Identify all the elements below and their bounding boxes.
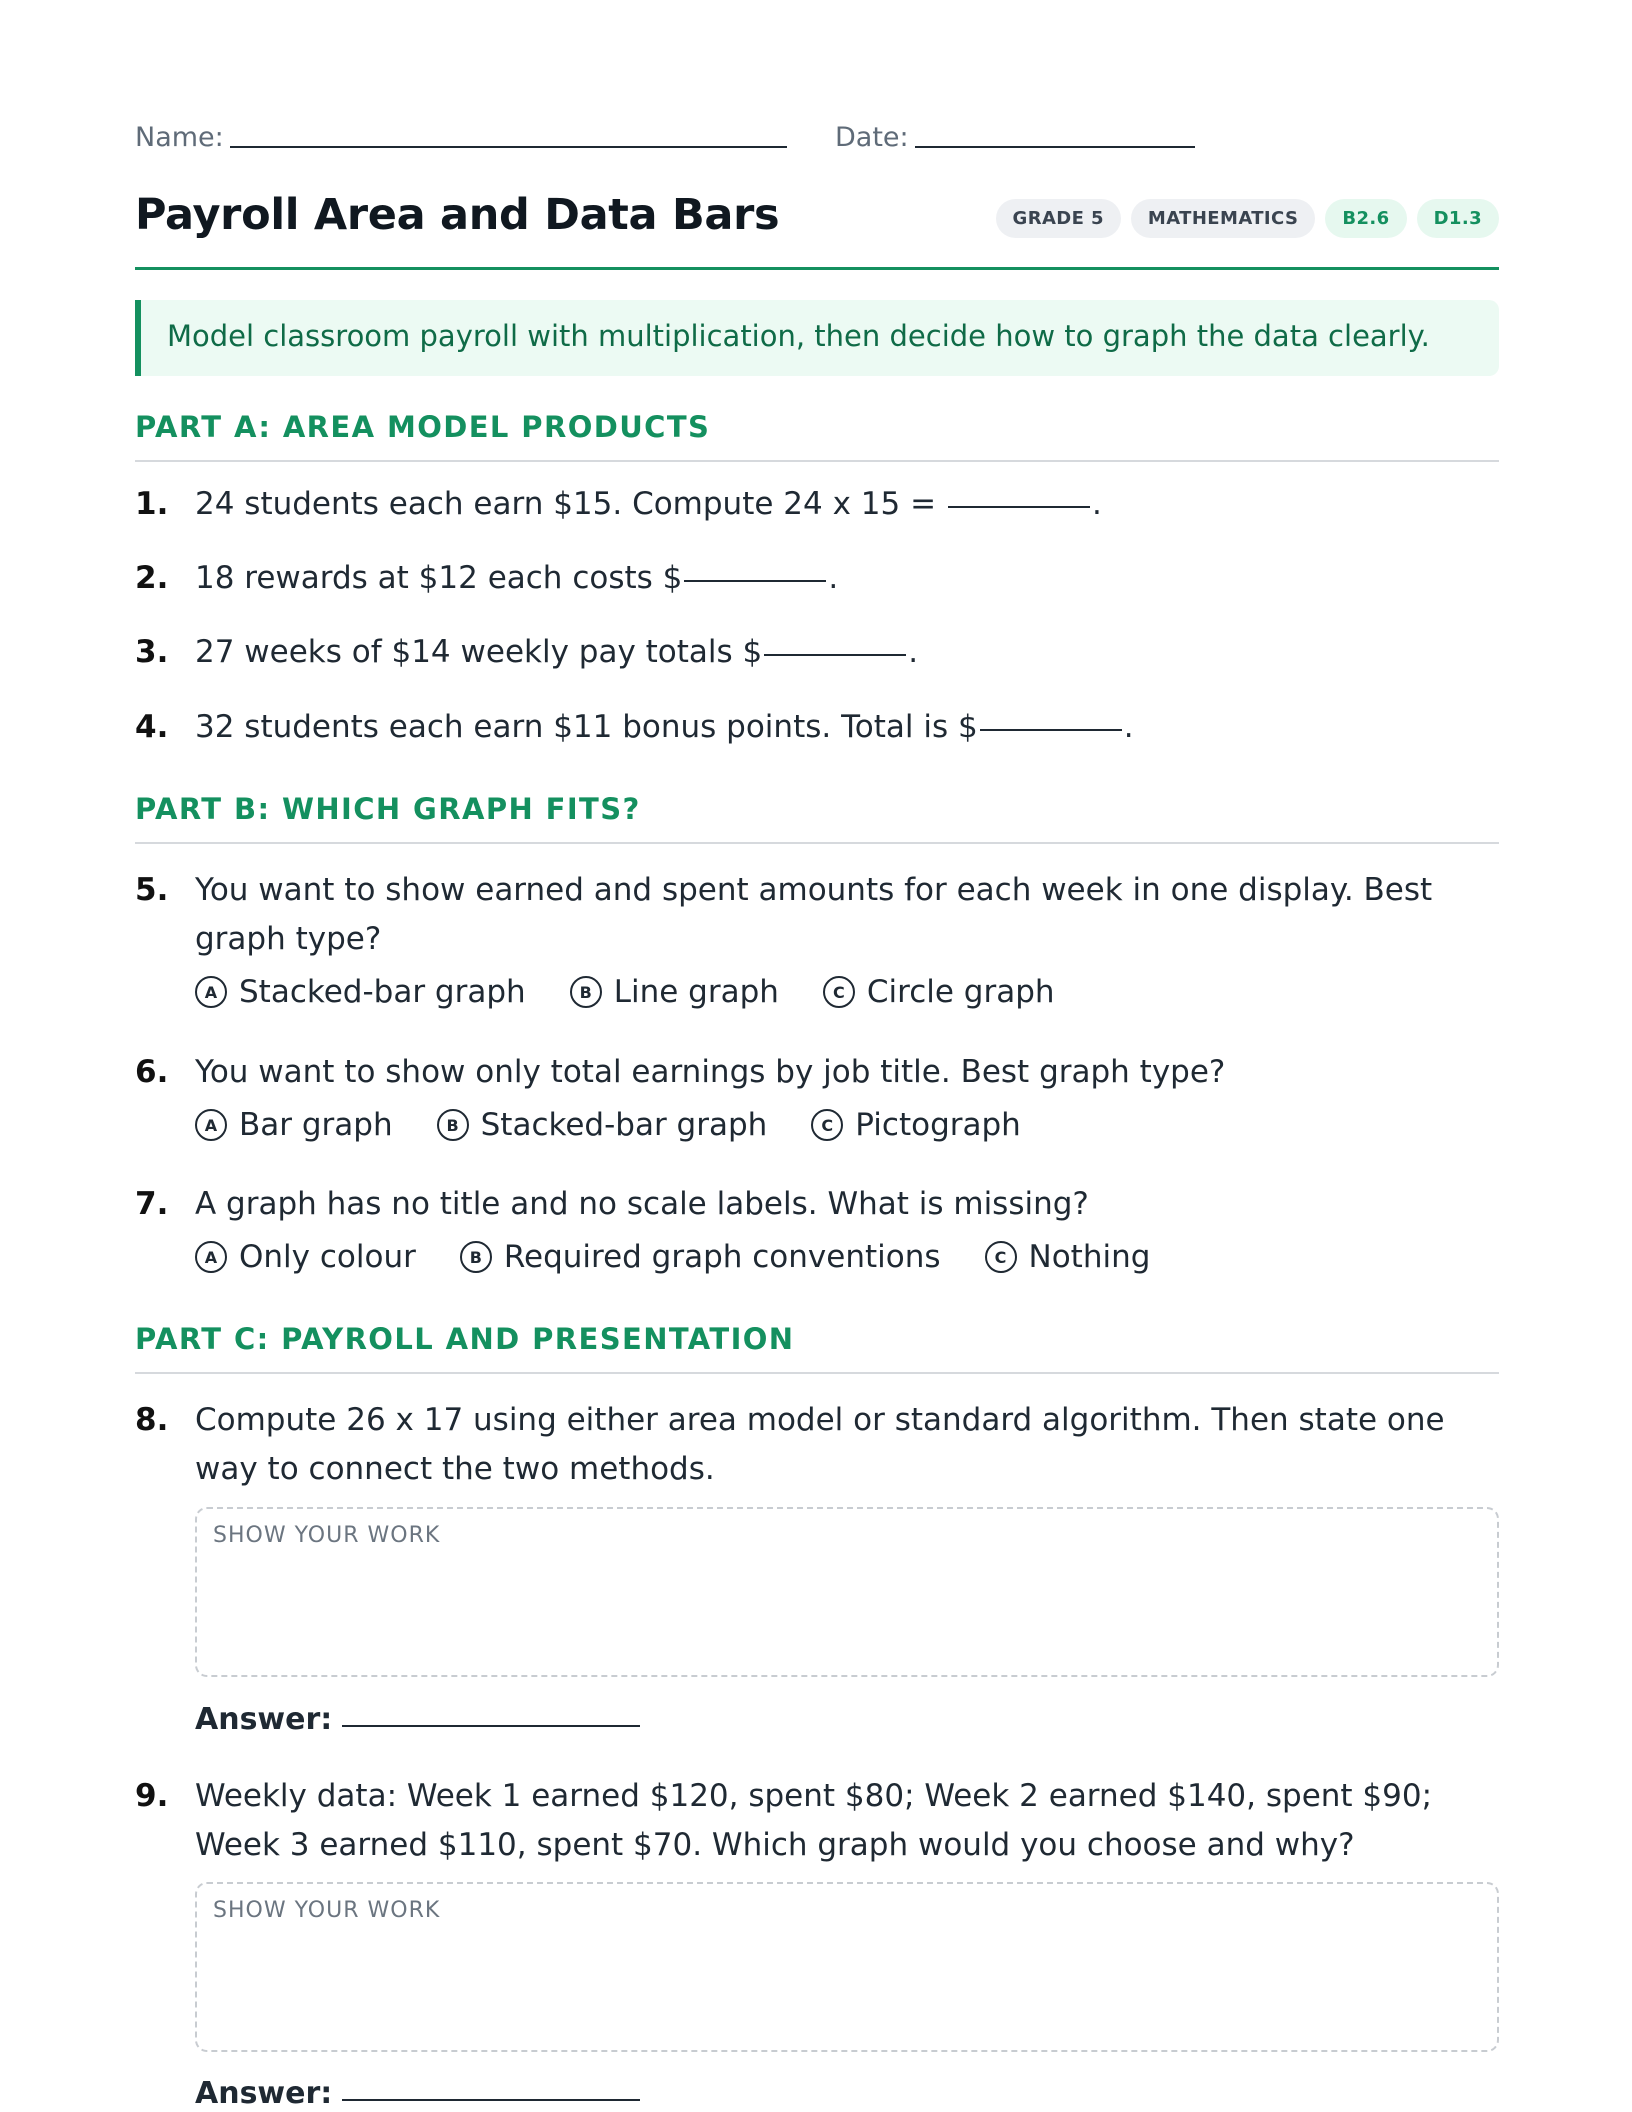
work-area-label: SHOW YOUR WORK	[213, 1523, 441, 1548]
question-text	[195, 703, 1495, 752]
option-c[interactable]	[811, 1107, 1021, 1143]
question-text: Weekly data: Week 1 earned $120, spent $80; Week 2 earned $140, spent $90; Week 3 earned $110, spent $70. Which graph would you choose and why?	[195, 1778, 1433, 1863]
question-text: You want to show only total earnings by job title. Best graph type?	[195, 1054, 1226, 1090]
answer-row	[195, 1702, 640, 1737]
question-prompt: 27 weeks of $14 weekly pay totals $	[195, 634, 763, 670]
question-punctuation: .	[828, 560, 839, 596]
option-b[interactable]	[460, 1239, 941, 1275]
question-number: 5.	[135, 872, 169, 908]
option-label: Stacked-bar graph	[480, 1107, 768, 1143]
work-area-label: SHOW YOUR WORK	[213, 1898, 441, 1923]
question-7-options	[195, 1239, 1194, 1275]
question-punctuation: .	[1091, 486, 1102, 522]
answer-label: Answer:	[195, 1702, 333, 1737]
question-number: 6.	[135, 1054, 169, 1090]
date-line[interactable]	[915, 146, 1195, 148]
question-prompt: 32 students each earn $11 bonus points. Total is $	[195, 709, 978, 745]
intro-callout: Model classroom payroll with multiplication, then decide how to graph the data clearly.	[135, 300, 1499, 376]
question-text: Compute 26 x 17 using either area model or standard algorithm. Then state one way to connect the two methods.	[195, 1402, 1445, 1487]
name-label: Name:	[135, 122, 224, 153]
option-bubble[interactable]: C	[985, 1241, 1017, 1273]
answer-line[interactable]	[342, 2099, 640, 2101]
question-number: 9.	[135, 1778, 169, 1814]
option-a[interactable]	[195, 1107, 393, 1143]
option-bubble[interactable]: B	[570, 976, 602, 1008]
option-bubble[interactable]: A	[195, 1109, 227, 1141]
option-label: Only colour	[239, 1239, 416, 1275]
curriculum-code-badge: D1.3	[1417, 199, 1499, 238]
answer-blank[interactable]	[764, 654, 906, 656]
question-text: A graph has no title and no scale labels. What is missing?	[195, 1186, 1089, 1222]
option-label: Pictograph	[855, 1107, 1021, 1143]
question-prompt: 24 students each earn $15. Compute 24 x 15 =	[195, 486, 937, 522]
title-divider	[135, 267, 1499, 270]
option-a[interactable]	[195, 974, 526, 1010]
part-b-heading	[135, 792, 1499, 844]
question-text	[195, 628, 1495, 677]
option-label: Required graph conventions	[503, 1239, 941, 1275]
option-label: Nothing	[1028, 1239, 1151, 1275]
option-bubble[interactable]: B	[460, 1241, 492, 1273]
option-b[interactable]	[570, 974, 779, 1010]
answer-line[interactable]	[342, 1725, 640, 1727]
section-title: PART A: AREA MODEL PRODUCTS	[135, 410, 711, 444]
answer-row	[195, 2076, 640, 2111]
part-a-heading	[135, 410, 1499, 462]
section-title: PART B: WHICH GRAPH FITS?	[135, 792, 641, 826]
option-label: Bar graph	[239, 1107, 393, 1143]
question-number: 4.	[135, 709, 169, 745]
curriculum-code-badge: B2.6	[1325, 199, 1406, 238]
option-bubble[interactable]: A	[195, 1241, 227, 1273]
question-number: 1.	[135, 486, 169, 522]
option-label: Line graph	[613, 974, 779, 1010]
question-text	[195, 554, 1495, 603]
question-number: 7.	[135, 1186, 169, 1222]
question-punctuation: .	[908, 634, 919, 670]
date-label: Date:	[835, 122, 909, 153]
work-area[interactable]	[195, 1507, 1499, 1677]
answer-blank[interactable]	[684, 580, 826, 582]
question-prompt: 18 rewards at $12 each costs $	[195, 560, 683, 596]
question-text: You want to show earned and spent amounts for each week in one display. Best graph type?	[195, 872, 1433, 957]
question-punctuation: .	[1123, 709, 1134, 745]
answer-label: Answer:	[195, 2076, 333, 2111]
page-title: Payroll Area and Data Bars	[135, 190, 780, 240]
option-bubble[interactable]: B	[437, 1109, 469, 1141]
name-line[interactable]	[230, 146, 787, 148]
badge-group	[996, 199, 1499, 238]
option-bubble[interactable]: A	[195, 976, 227, 1008]
question-number: 3.	[135, 634, 169, 670]
option-c[interactable]	[985, 1239, 1151, 1275]
subject-badge: MATHEMATICS	[1131, 199, 1315, 238]
option-a[interactable]	[195, 1239, 416, 1275]
answer-blank[interactable]	[948, 506, 1090, 508]
section-title: PART C: PAYROLL AND PRESENTATION	[135, 1322, 795, 1356]
grade-badge: GRADE 5	[996, 199, 1121, 238]
work-area[interactable]	[195, 1882, 1499, 2052]
option-b[interactable]	[437, 1107, 768, 1143]
option-label: Circle graph	[866, 974, 1055, 1010]
answer-blank[interactable]	[980, 729, 1122, 731]
option-label: Stacked-bar graph	[239, 974, 526, 1010]
question-number: 8.	[135, 1402, 169, 1438]
question-text	[195, 480, 1495, 529]
option-bubble[interactable]: C	[823, 976, 855, 1008]
question-6-options	[195, 1107, 1065, 1143]
option-c[interactable]	[823, 974, 1055, 1010]
question-5-options	[195, 974, 1099, 1010]
part-c-heading	[135, 1322, 1499, 1374]
question-number: 2.	[135, 560, 169, 596]
name-date-row	[135, 122, 1499, 162]
option-bubble[interactable]: C	[811, 1109, 843, 1141]
